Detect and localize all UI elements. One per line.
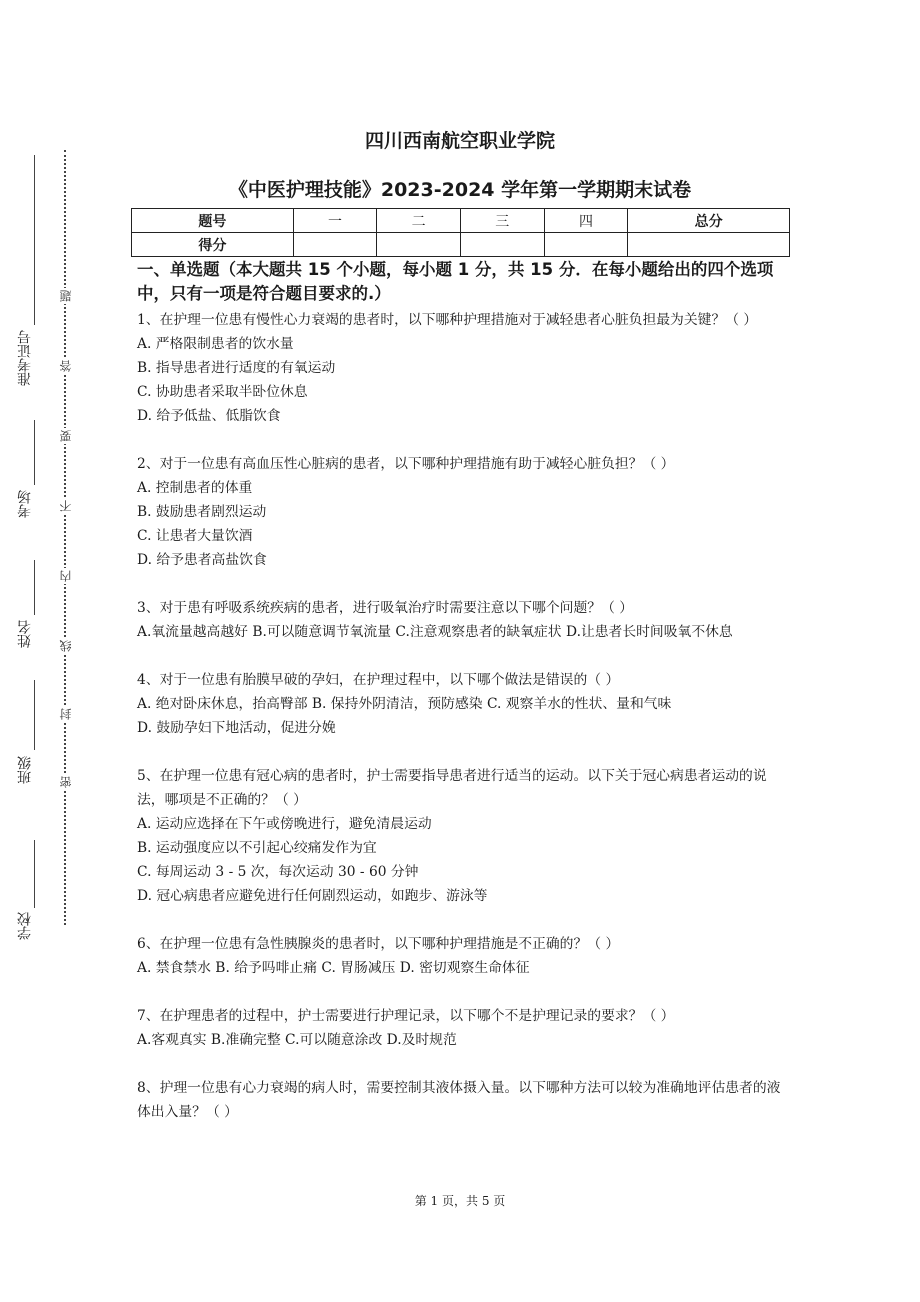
question-list	[137, 308, 787, 1124]
score-cell[interactable]	[377, 233, 461, 257]
score-table	[131, 208, 790, 257]
answer-option: D. 给予低盐、低脂饮食	[137, 408, 281, 424]
seal-char: 封	[59, 708, 73, 720]
answer-option: B. 指导患者进行适度的有氧运动	[137, 360, 336, 376]
field-exam-id-label: 准考证号	[17, 330, 33, 386]
score-header-cell: 四	[544, 209, 628, 233]
question-item	[137, 764, 787, 908]
field-exam-room-label: 考场	[17, 490, 33, 518]
question-stem: 3、对于患有呼吸系统疾病的患者，进行吸氧治疗时需要注意以下哪个问题？（ ）	[137, 600, 634, 616]
answer-option: C. 让患者大量饮酒	[137, 528, 253, 544]
seal-char: 题	[59, 290, 73, 302]
school-name: 四川西南航空职业学院	[364, 130, 555, 152]
answer-option: A.氧流量越高越好 B.可以随意调节氧流量 C.注意观察患者的缺氧症状 D.让患者长时间吸氧不休息	[137, 624, 733, 640]
seal-char: 答	[59, 360, 73, 372]
question-item	[137, 308, 787, 428]
question-stem: 5、在护理一位患有冠心病的患者时，护士需要指导患者进行适当的运动。以下关于冠心病患者运动的说法，哪项是不正确的？（ ）	[137, 768, 767, 808]
field-exam-room-line	[34, 420, 35, 485]
question-item	[137, 932, 787, 980]
score-cell[interactable]	[628, 233, 790, 257]
question-stem: 4、对于一位患有胎膜早破的孕妇，在护理过程中，以下哪个做法是错误的（ ）	[137, 672, 620, 688]
seal-char: 线	[59, 640, 73, 652]
question-stem: 2、对于一位患有高血压性心脏病的患者，以下哪种护理措施有助于减轻心脏负担？（ ）	[137, 456, 675, 472]
seal-char: 不	[59, 500, 73, 512]
score-cell[interactable]	[544, 233, 628, 257]
page-footer: 第 1 页，共 5 页	[414, 1194, 506, 1208]
section-title: 一、单选题（本大题共 15 个小题，每小题 1 分，共 15 分．在每小题给出的四个选项中，只有一项是符合题目要求的.）	[137, 260, 774, 303]
question-item	[137, 1076, 787, 1124]
field-name-label: 姓名	[17, 620, 33, 648]
score-table-header-row	[132, 209, 790, 233]
exam-title: 《中医护理技能》2023-2024 学年第一学期期末试卷	[228, 179, 692, 201]
score-row-label: 得分	[132, 233, 294, 257]
answer-option: D. 给予患者高盐饮食	[137, 552, 267, 568]
score-header-cell: 一	[293, 209, 377, 233]
score-header-cell: 总分	[628, 209, 790, 233]
seal-char: 内	[59, 570, 73, 582]
score-header-cell: 二	[377, 209, 461, 233]
field-name-line	[34, 560, 35, 615]
question-item	[137, 596, 787, 644]
score-header-cell: 三	[460, 209, 544, 233]
answer-option: A. 运动应选择在下午或傍晚进行，避免清晨运动	[137, 816, 432, 832]
answer-option: B. 鼓励患者剧烈运动	[137, 504, 267, 520]
question-item	[137, 1004, 787, 1052]
answer-option: D. 冠心病患者应避免进行任何剧烈运动，如跑步、游泳等	[137, 888, 488, 904]
seal-char: 要	[59, 430, 73, 442]
answer-option: A. 控制患者的体重	[137, 480, 253, 496]
field-class-label: 班级	[17, 756, 33, 784]
question-stem: 7、在护理患者的过程中，护士需要进行护理记录，以下哪个不是护理记录的要求？（ ）	[137, 1008, 675, 1024]
answer-option: A. 禁食禁水 B. 给予吗啡止痛 C. 胃肠减压 D. 密切观察生命体征	[137, 960, 530, 976]
answer-option: C. 协助患者采取半卧位休息	[137, 384, 308, 400]
field-school-line	[34, 840, 35, 908]
score-table-score-row	[132, 233, 790, 257]
answer-option: B. 运动强度应以不引起心绞痛发作为宜	[137, 840, 377, 856]
answer-option: A. 绝对卧床休息，抬高臀部 B. 保持外阴清洁，预防感染 C. 观察羊水的性状、量和气味	[137, 696, 672, 712]
question-item	[137, 452, 787, 572]
answer-option: A. 严格限制患者的饮水量	[137, 336, 294, 352]
question-stem: 1、在护理一位患有慢性心力衰竭的患者时，以下哪种护理措施对于减轻患者心脏负担最为关键？（ ）	[137, 312, 758, 328]
field-class-line	[34, 680, 35, 750]
seal-char: 密	[59, 776, 73, 788]
answer-option: D. 鼓励孕妇下地活动，促进分娩	[137, 720, 336, 736]
question-stem: 8、护理一位患有心力衰竭的病人时，需要控制其液体摄入量。以下哪种方法可以较为准确地评估患者的液体出入量？（ ）	[137, 1080, 781, 1120]
answer-option: C. 每周运动 3 - 5 次，每次运动 30 - 60 分钟	[137, 864, 419, 880]
exam-content	[137, 258, 787, 1124]
answer-option: A.客观真实 B.准确完整 C.可以随意涂改 D.及时规范	[137, 1032, 457, 1048]
field-school-label: 学校	[17, 912, 33, 940]
score-header-cell: 题号	[132, 209, 294, 233]
seal-dotted-line	[64, 150, 66, 925]
question-stem: 6、在护理一位患有急性胰腺炎的患者时，以下哪种护理措施是不正确的？（ ）	[137, 936, 620, 952]
question-item	[137, 668, 787, 740]
score-cell[interactable]	[460, 233, 544, 257]
score-cell[interactable]	[293, 233, 377, 257]
